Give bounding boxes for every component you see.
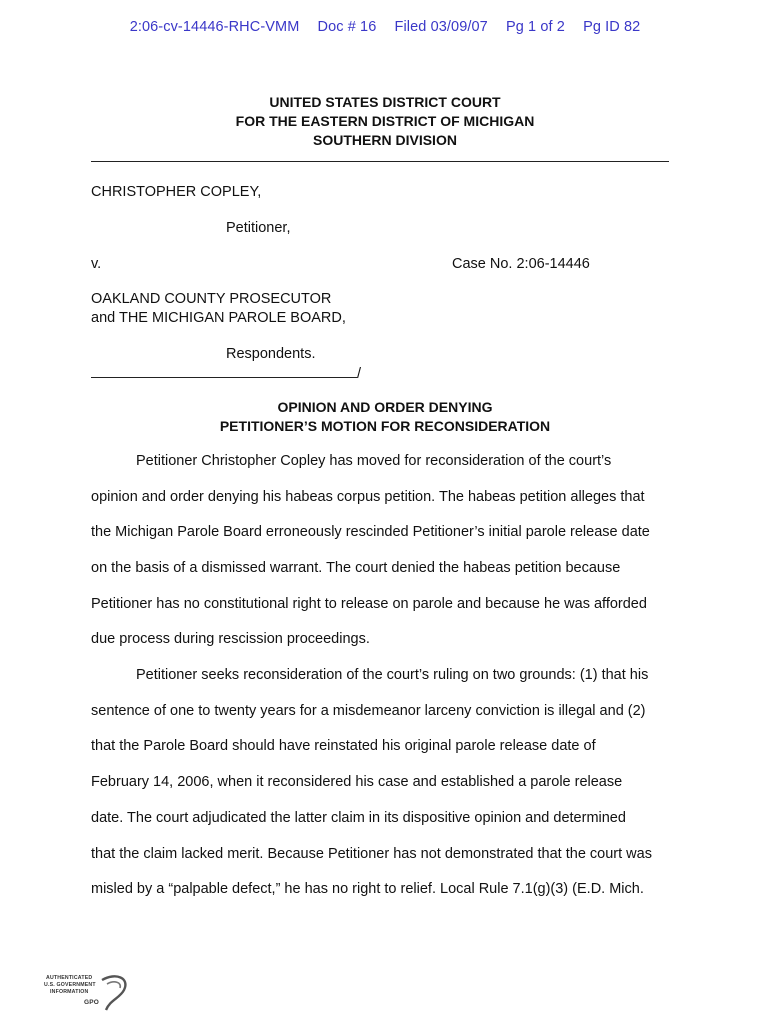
court-heading [0, 93, 770, 150]
document-title [0, 398, 770, 436]
body-line: Petitioner Christopher Copley has moved for reconsideration of the court’s [136, 453, 612, 469]
seal-gpo: GPO [84, 999, 100, 1006]
case-number: Case No. 2:06-14446 [452, 256, 590, 272]
petitioner-role: Petitioner, [226, 220, 291, 236]
body-line: February 14, 2006, when it reconsidered his case and established a parole release [91, 774, 623, 790]
body-line: that the Parole Board should have reinstated his original parole release date of [91, 738, 596, 754]
header-pg-id: Pg ID 82 [583, 19, 641, 35]
filing-header [0, 19, 770, 35]
eagle-wing-icon [107, 982, 120, 988]
seal-line-2: U.S. GOVERNMENT [44, 982, 96, 988]
header-filed: Filed 03/09/07 [394, 19, 488, 35]
body-line: the Michigan Parole Board erroneously rescinded Petitioner’s initial parole release date [91, 524, 650, 540]
body-line: that the claim lacked merit. Because Petitioner has not demonstrated that the court was [91, 846, 652, 862]
respondent-role: Respondents. [226, 346, 316, 362]
seal-line-3: INFORMATION [50, 989, 89, 995]
body-line: Petitioner seeks reconsideration of the court’s ruling on two grounds: (1) that his [136, 667, 649, 683]
body-line: opinion and order denying his habeas corpus petition. The habeas petition alleges that [91, 489, 645, 505]
header-page: Pg 1 of 2 [505, 19, 565, 35]
caption-slash: / [357, 366, 362, 382]
title-line-2: PETITIONER’S MOTION FOR RECONSIDERATION [219, 418, 551, 434]
header-doc: Doc # 16 [317, 19, 377, 35]
court-line-3: SOUTHERN DIVISION [313, 132, 457, 148]
body-line: misled by a “palpable defect,” he has no right to relief. Local Rule 7.1(g)(3) (E.D. Mich. [91, 881, 644, 897]
heading-divider [91, 161, 669, 162]
body-line: Petitioner has no constitutional right to release on parole and because he was afforded [91, 596, 647, 612]
body-line: sentence of one to twenty years for a misdemeanor larceny conviction is illegal and (2) [91, 703, 646, 719]
petitioner-name: CHRISTOPHER COPLEY, [91, 184, 262, 200]
seal-line-1: AUTHENTICATED [46, 975, 93, 981]
header-case-id: 2:06-cv-14446-RHC-VMM [129, 19, 300, 35]
respondent-line-2: and THE MICHIGAN PAROLE BOARD, [91, 310, 346, 326]
title-line-1: OPINION AND ORDER DENYING [277, 399, 493, 415]
caption-underline [91, 377, 357, 378]
versus: v. [91, 256, 102, 272]
respondent-line-1: OAKLAND COUNTY PROSECUTOR [91, 291, 332, 307]
court-line-2: FOR THE EASTERN DISTRICT OF MICHIGAN [235, 113, 535, 129]
court-line-1: UNITED STATES DISTRICT COURT [269, 94, 501, 110]
body-line: date. The court adjudicated the latter claim in its dispositive opinion and determined [91, 810, 626, 826]
gpo-authentication-seal [44, 970, 134, 1016]
body-line: due process during rescission proceedings. [91, 631, 370, 647]
body-line: on the basis of a dismissed warrant. The court denied the habeas petition because [91, 560, 621, 576]
